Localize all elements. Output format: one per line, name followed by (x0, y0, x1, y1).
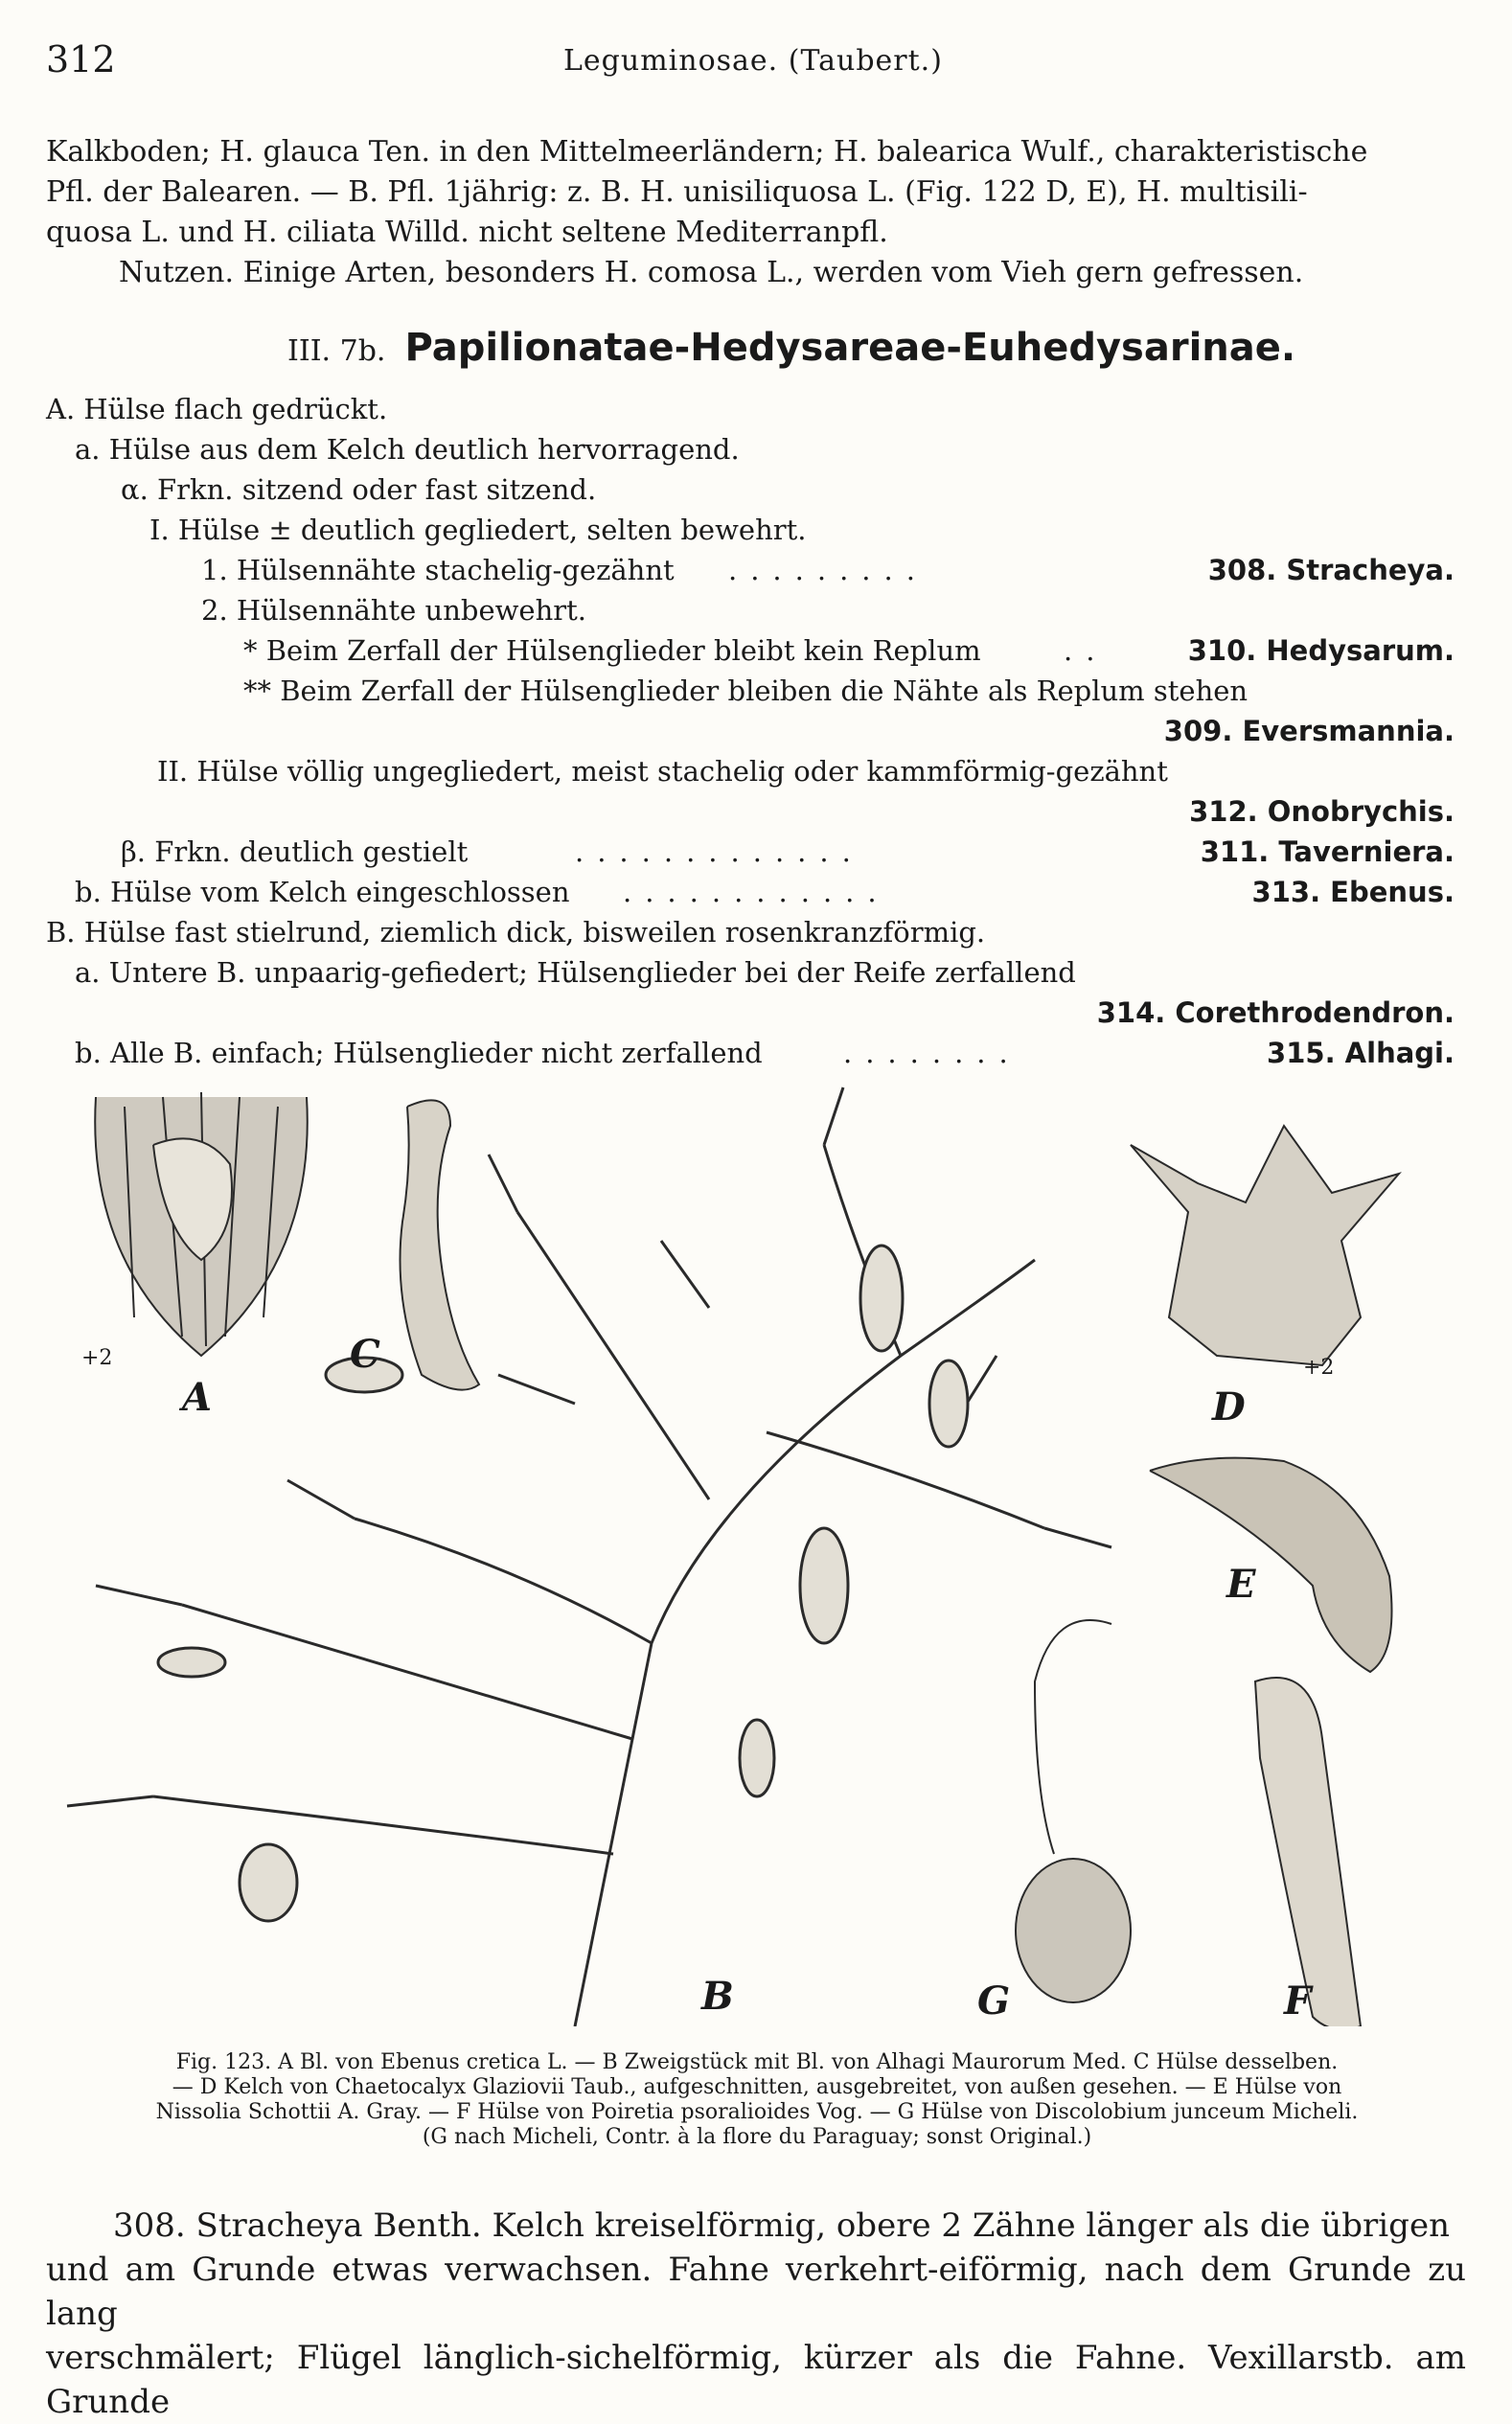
leader-dots: ........ (843, 1037, 1021, 1069)
leader-dots: .. (1064, 634, 1109, 667)
figure-label-a: A (182, 1375, 213, 1420)
figure-label-e: E (1226, 1562, 1256, 1607)
genus-entry: 315. Alhagi. (1267, 1037, 1455, 1069)
genus-entry: 309. Eversmannia. (1163, 715, 1455, 747)
figure-a-flower (95, 1092, 308, 1356)
genus-entry: 311. Taverniera. (1200, 835, 1455, 868)
body-line: 308. Stracheya Benth. Kelch kreiselförmig, obere 2 Zähne länger als die übrigen (113, 2207, 1450, 2245)
leader-dots: ............ (623, 876, 890, 908)
genus-entry: 314. Corethrodendron. (1096, 996, 1455, 1029)
key-line: II. Hülse völlig ungegliedert, meist stachelig oder kammförmig-gezähnt (157, 755, 1168, 788)
key-line: 2. Hülsennähte unbewehrt. (201, 594, 587, 627)
figure-label-g: G (977, 1978, 1011, 2024)
figure-label-c: C (350, 1332, 380, 1377)
key-line: a. Untere B. unpaarig-gefiedert; Hülsenglieder bei der Reife zerfallend (75, 956, 1076, 989)
figure-caption (38, 2050, 1476, 2150)
genus-entry: 313. Ebenus. (1251, 876, 1455, 908)
figure-f-pod (1255, 1678, 1361, 2026)
genus-entry: 308. Stracheya. (1207, 554, 1455, 586)
leader-dots: ......... (728, 554, 928, 586)
key-line: β. Frkn. deutlich gestielt (121, 835, 469, 868)
key-line: A. Hülse flach gedrückt. (46, 393, 388, 425)
figure-c-pod (401, 1100, 480, 1389)
botanical-plate (38, 1068, 1476, 2026)
figure-e-pod (1150, 1458, 1392, 1672)
intro-line: quosa L. und H. ciliata Willd. nicht seltene Mediterranpfl. (46, 216, 888, 249)
genus-description (46, 2204, 1466, 2424)
page-number: 312 (46, 38, 116, 80)
key-line: b. Hülse vom Kelch eingeschlossen (75, 876, 570, 908)
intro-line: Pfl. der Balearen. — B. Pfl. 1jährig: z. B. H. unisiliquosa L. (Fig. 122 D, E), H. multisili- (46, 175, 1308, 209)
genus-entry: 312. Onobrychis. (1189, 795, 1455, 828)
genus-entry: 310. Hedysarum. (1187, 634, 1455, 667)
section-heading (287, 326, 1295, 370)
body-line: und am Grunde etwas verwachsen. Fahne verkehrt-eiförmig, nach dem Grunde zu lang (46, 2251, 1466, 2333)
section-title: Papilionatae-Hedysareae-Euhedysarinae. (404, 326, 1296, 370)
caption-line: Fig. 123. A Bl. von Ebenus cretica L. — B Zweigstück mit Bl. von Alhagi Maurorum Med. C Hülse desselben. (175, 2050, 1339, 2074)
key-line: I. Hülse ± deutlich gegliedert, selten bewehrt. (149, 514, 807, 546)
scale-d: +2 (1303, 1356, 1335, 1380)
caption-line: — D Kelch von Chaetocalyx Glaziovii Taub., aufgeschnitten, ausgebreitet, von außen gesehen. — E Hülse von (172, 2075, 1342, 2099)
page-header (46, 38, 1466, 96)
figure-d-calyx (1131, 1126, 1399, 1365)
leader-dots: ............. (575, 835, 864, 868)
key-line: B. Hülse fast stielrund, ziemlich dick, bisweilen rosenkranzförmig. (46, 916, 986, 949)
body-line: verschmälert; Flügel länglich-sichelförmig, kürzer als die Fahne. Vexillarstb. am Grunde (46, 2339, 1466, 2421)
figure-label-b: B (701, 1974, 734, 2019)
figure-label-d: D (1212, 1384, 1246, 1429)
section-number: III. 7b. (287, 334, 386, 368)
running-head: Leguminosae. (Taubert.) (563, 44, 943, 78)
key-line: b. Alle B. einfach; Hülsenglieder nicht zerfallend (75, 1037, 763, 1069)
figure-illustration (38, 1068, 1476, 2026)
figure-g-pod (1016, 1620, 1131, 2002)
key-line: * Beim Zerfall der Hülsenglieder bleibt kein Replum (243, 634, 981, 667)
key-line: a. Hülse aus dem Kelch deutlich hervorragend. (75, 433, 740, 466)
caption-line: (G nach Micheli, Contr. à la flore du Paraguay; sonst Original.) (422, 2125, 1092, 2149)
figure-label-f: F (1284, 1978, 1312, 2024)
key-line: ** Beim Zerfall der Hülsenglieder bleiben die Nähte als Replum stehen (243, 675, 1249, 707)
key-line: 1. Hülsennähte stachelig-gezähnt (201, 554, 675, 586)
intro-line: Nutzen. Einige Arten, besonders H. comosa L., werden vom Vieh gern gefressen. (119, 256, 1304, 289)
caption-line: Nissolia Schottii A. Gray. — F Hülse von Poiretia psoralioides Vog. — G Hülse von Discolobium junceum Micheli. (155, 2100, 1359, 2124)
scale-a: +2 (81, 1346, 113, 1370)
key-line: α. Frkn. sitzend oder fast sitzend. (121, 473, 597, 506)
intro-line: Kalkboden; H. glauca Ten. in den Mittelmeerländern; H. balearica Wulf., charakteristische (46, 135, 1368, 169)
